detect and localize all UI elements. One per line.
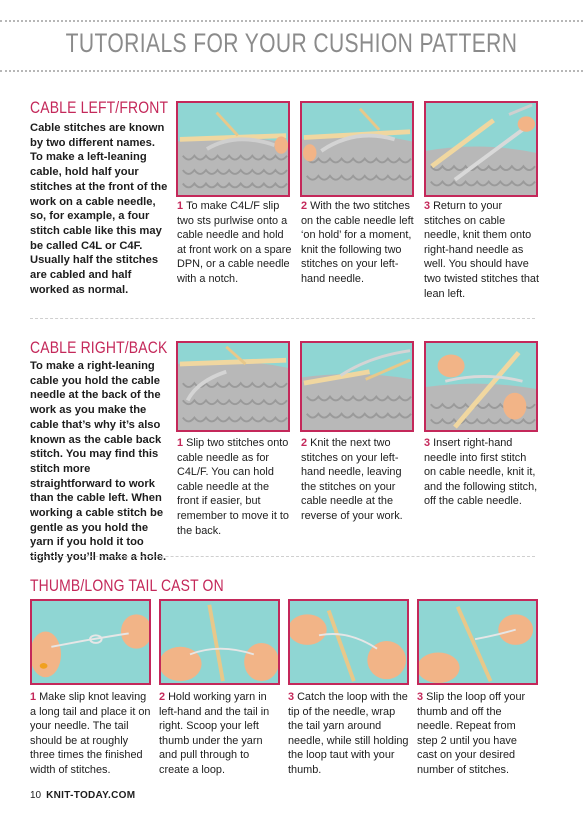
step-caption-cable-right-1 bbox=[177, 436, 293, 538]
step-caption-cable-left-1 bbox=[177, 199, 293, 287]
section-title-cable-right: CABLE RIGHT/BACK bbox=[30, 338, 168, 357]
step-caption-cable-right-3 bbox=[424, 436, 540, 509]
step-caption-cast-on-4 bbox=[417, 690, 539, 778]
step-photo-cast-on-1 bbox=[30, 599, 151, 685]
step-number: 3 bbox=[417, 691, 424, 703]
step-text: Catch the loop with the tip of the needle, wrap the tail yarn around needle, while still holding the loop taut with your thumb. bbox=[288, 691, 409, 776]
step-text: Slip two stitches onto cable needle as for C4L/F. You can hold cable needle at the front if easier, but remember to move it to the back. bbox=[177, 437, 289, 537]
step-text: Make slip knot leaving a long tail and place it on your needle. The tail should be at roughly three times the finished width of stitches. bbox=[30, 691, 151, 776]
step-text: Knit the next two stitches on your left-hand needle, leaving the stitches on your cable needle at the reverse of your work. bbox=[301, 437, 403, 522]
step-caption-cable-right-2 bbox=[301, 436, 417, 524]
section-intro-cable-left: Cable stitches are known by two different names. To make a left-leaning cable, hold half your stitches at the front of the work on a cable needle, so, for example, a four stitch cable like this may be called C4L or C4F. Usually half the stitches are cabled and half worked as normal. bbox=[30, 122, 168, 296]
page-title: TUTORIALS FOR YOUR CUSHION PATTERN bbox=[65, 28, 518, 58]
page-number: 10 bbox=[30, 790, 42, 801]
step-text: Slip the loop off your thumb and off the needle. Repeat from step 2 until you have cast on your desired number of stitches. bbox=[417, 691, 526, 776]
section-divider bbox=[30, 556, 535, 557]
step-number: 2 bbox=[301, 437, 308, 449]
section-intro-cable-right: To make a right-leaning cable you hold the cable needle at the back of the work as you make the cable that’s why it’s also known as the cable back stitch. You may find this stitch more straightforward to work than the cable left. When working a cable stitch be gentle as you hold the yarn if you hold it too tightly you’ll make a hole. bbox=[30, 360, 167, 564]
step-number: 3 bbox=[288, 691, 295, 703]
section-title-cable-left: CABLE LEFT/FRONT bbox=[30, 98, 169, 117]
step-number: 3 bbox=[424, 437, 431, 449]
step-text: Insert right-hand needle into first stitch on cable needle, knit it, and the following stitch, off the cable needle. bbox=[424, 437, 538, 508]
step-caption-cast-on-2 bbox=[159, 690, 281, 778]
footer-website: KNIT-TODAY.COM bbox=[46, 790, 136, 801]
step-text: To make C4L/F slip two sts purlwise onto a cable needle and hold at front work on a spare DPN, or a cable needle with a notch. bbox=[177, 200, 292, 285]
title-dotted-rule bbox=[0, 70, 583, 72]
step-caption-cast-on-1 bbox=[30, 690, 152, 778]
step-photo-cast-on-2 bbox=[159, 599, 280, 685]
step-number: 2 bbox=[301, 200, 308, 212]
step-number: 3 bbox=[424, 200, 431, 212]
step-number: 1 bbox=[30, 691, 37, 703]
step-photo-cast-on-4 bbox=[417, 599, 538, 685]
step-caption-cable-left-2 bbox=[301, 199, 417, 287]
step-photo-cable-right-1 bbox=[176, 341, 290, 432]
step-photo-cable-left-2 bbox=[300, 101, 414, 197]
step-photo-cast-on-3 bbox=[288, 599, 409, 685]
step-photo-cable-right-3 bbox=[424, 341, 538, 432]
section-divider bbox=[30, 318, 535, 319]
step-photo-cable-left-1 bbox=[176, 101, 290, 197]
step-text: Return to your stitches on cable needle, knit them onto right-hand needle as well. You should have two twisted stitches that lean left. bbox=[424, 200, 540, 300]
page-footer bbox=[30, 790, 135, 801]
step-number: 1 bbox=[177, 437, 184, 449]
step-photo-cable-left-3 bbox=[424, 101, 538, 197]
step-number: 2 bbox=[159, 691, 166, 703]
step-caption-cast-on-3 bbox=[288, 690, 410, 778]
step-caption-cable-left-3 bbox=[424, 199, 540, 301]
step-photo-cable-right-2 bbox=[300, 341, 414, 432]
step-text: With the two stitches on the cable needle left ‘on hold’ for a moment, knit the following two stitches on your left-hand needle. bbox=[301, 200, 414, 285]
step-text: Hold working yarn in left-hand and the tail in right. Scoop your left thumb under the yarn and pull through to create a loop. bbox=[159, 691, 270, 776]
top-dotted-rule bbox=[0, 20, 583, 22]
step-number: 1 bbox=[177, 200, 184, 212]
section-title-cast-on: THUMB/LONG TAIL CAST ON bbox=[30, 576, 224, 595]
